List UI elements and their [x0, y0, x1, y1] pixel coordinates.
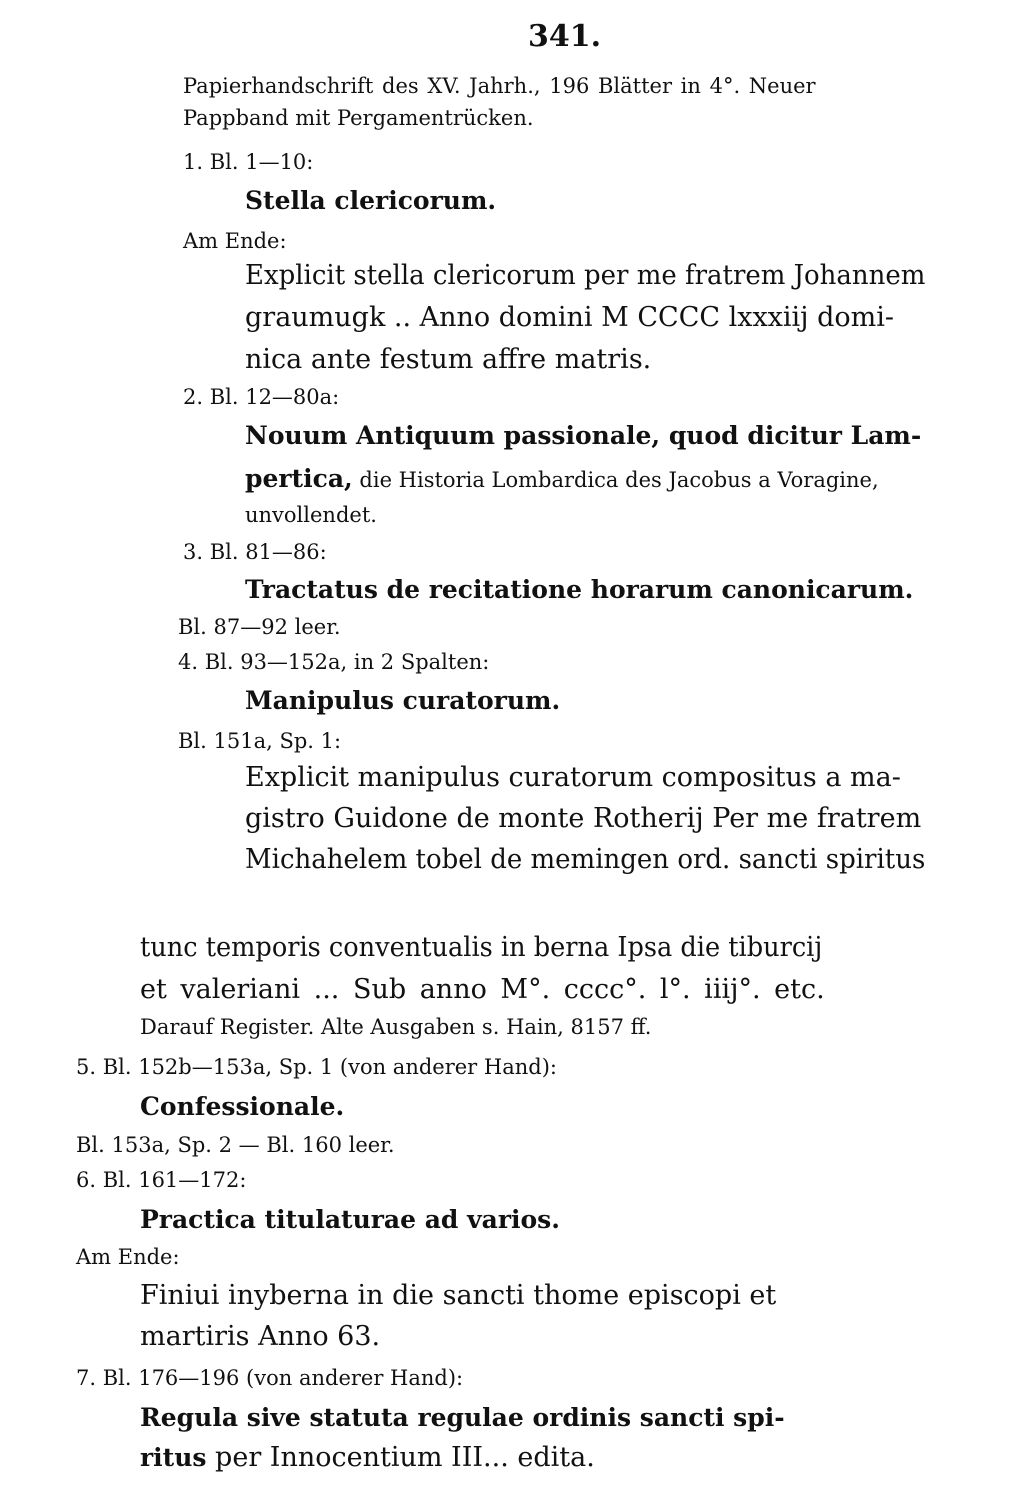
item-4-location: Bl. 151a, Sp. 1:	[178, 729, 342, 753]
item-1-quote-line-1-text: Explicit stella clericorum per me fratrem Johannem	[245, 260, 926, 291]
item-2-ref: 2. Bl. 12—80a:	[183, 385, 340, 409]
continuation-line-1-text: tunc temporis conventualis in berna Ipsa die tiburcij	[140, 932, 823, 963]
item-4-quote-line-3-text: Michahelem tobel de memingen ord. sancti spiritus	[245, 844, 926, 875]
item-4-quote-line-2	[245, 805, 925, 832]
item-7-title-line-1	[140, 1405, 822, 1430]
item-7-ref: 7. Bl. 176—196 (von anderer Hand):	[76, 1366, 464, 1390]
item-1-quote-line-2	[245, 304, 925, 331]
item-6-quote-line-1-text: Finiui inyberna in die sancti thome episcopi et	[140, 1280, 777, 1311]
item-7-title-part-2: ritus	[140, 1443, 207, 1472]
item-4-quote-line-1-text: Explicit manipulus curatorum compositus a ma-	[245, 762, 901, 793]
item-3-ref: 3. Bl. 81—86:	[183, 540, 327, 564]
item-3-title: Tractatus de recitatione horarum canonicarum.	[245, 575, 914, 604]
item-2-title-line-1	[245, 423, 925, 448]
item-7-title-line-1-text: Regula sive statuta regulae ordinis sancti spi-	[140, 1403, 785, 1432]
item-4-title: Manipulus curatorum.	[245, 686, 561, 715]
item-6-title: Practica titulaturae ad varios.	[140, 1205, 560, 1234]
item-4-quote-line-1	[245, 764, 925, 791]
item-6-quote-line-2: martiris Anno 63.	[140, 1321, 381, 1352]
item-5-title: Confessionale.	[140, 1092, 345, 1121]
page-number: 341.	[528, 19, 602, 54]
item-1-quote-line-1	[245, 262, 925, 289]
item-6-quote-line-1	[140, 1282, 822, 1309]
item-2-title-part-2: pertica,	[245, 464, 353, 493]
item-1-end-label: Am Ende:	[183, 229, 287, 253]
item-2-title-part-1: Nouum Antiquum passionale, quod dicitur Lam-	[245, 421, 922, 450]
item-2-line-2	[245, 466, 879, 491]
description-line-2: Pappband mit Pergamentrücken.	[183, 106, 534, 130]
item-6-ref: 6. Bl. 161—172:	[76, 1168, 247, 1192]
item-4-ref: 4. Bl. 93—152a, in 2 Spalten:	[178, 650, 490, 674]
item-4-quote-line-3	[245, 846, 925, 873]
continuation-line-2: et valeriani ... Sub anno M°. cccc°. l°. iiij°. etc.	[140, 974, 825, 1005]
item-1-ref: 1. Bl. 1—10:	[183, 150, 314, 174]
item-1-quote-line-2-text: graumugk .. Anno domini M CCCC lxxxiij domi-	[245, 302, 895, 333]
continuation-line-1	[140, 934, 822, 961]
item-2-desc-line-1: die Historia Lombardica des Jacobus a Voragine,	[352, 468, 879, 492]
item-2-desc-line-2: unvollendet.	[245, 503, 377, 527]
item-1-quote-line-3: nica ante festum affre matris.	[245, 344, 652, 375]
item-7-line-2	[140, 1444, 595, 1471]
blank-leaves-1: Bl. 87—92 leer.	[178, 615, 341, 639]
item-4-quote-line-2-text: gistro Guidone de monte Rotherij Per me fratrem	[245, 803, 922, 834]
blank-leaves-2: Bl. 153a, Sp. 2 — Bl. 160 leer.	[76, 1133, 395, 1157]
register-line: Darauf Register. Alte Ausgaben s. Hain, 8157 ff.	[140, 1015, 652, 1039]
description-line-1: Papierhandschrift des XV. Jahrh., 196 Blätter in 4°. Neuer	[183, 74, 816, 98]
item-7-rest: per Innocentium III... edita.	[206, 1442, 595, 1473]
item-6-end-label: Am Ende:	[76, 1245, 180, 1269]
item-1-title: Stella clericorum.	[245, 186, 497, 215]
item-5-ref: 5. Bl. 152b—153a, Sp. 1 (von anderer Hand):	[76, 1055, 557, 1079]
